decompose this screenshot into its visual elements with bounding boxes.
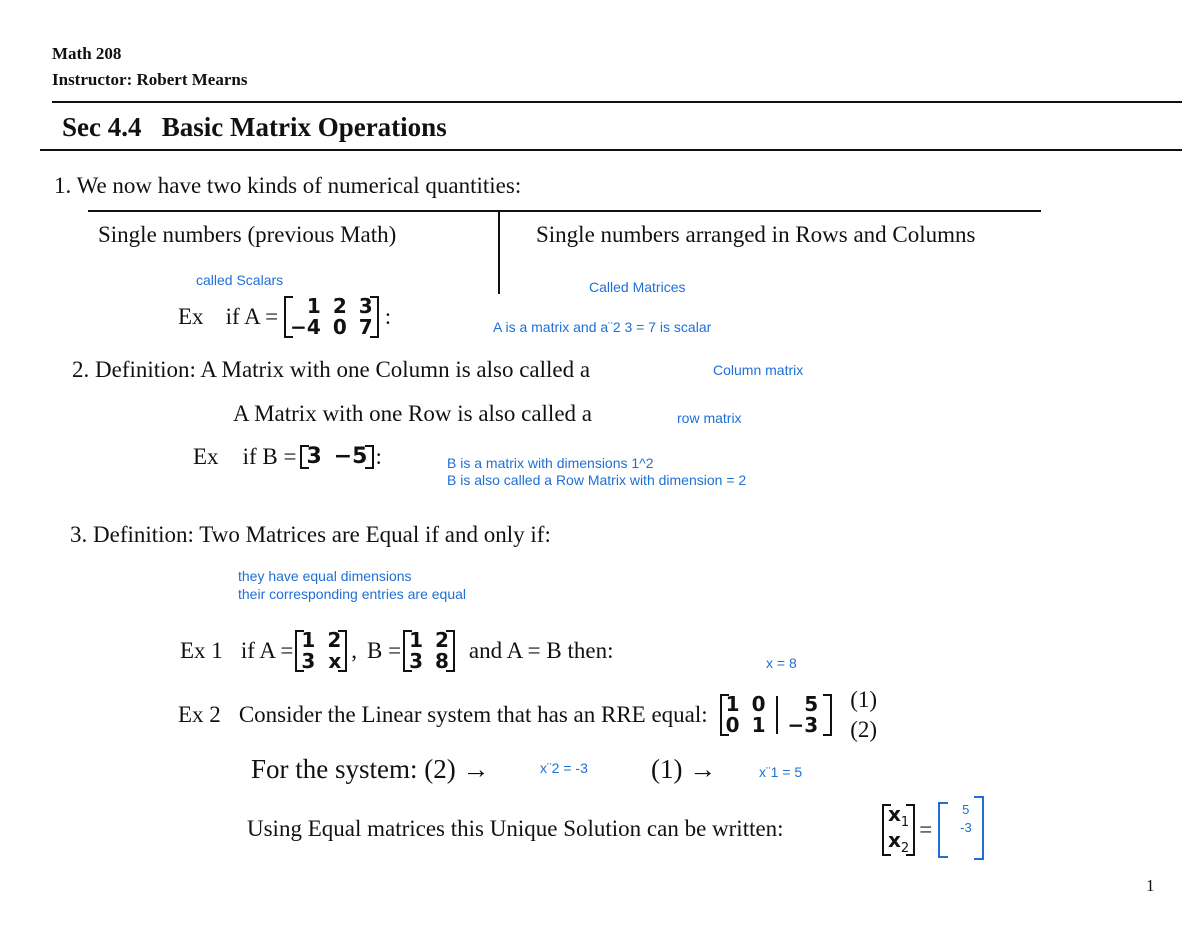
matrix-a-entry: −4 [290, 315, 321, 339]
ex1-then: and A = B then: [468, 638, 614, 663]
rre-right-entry: −3 [787, 712, 819, 737]
ex-colon: : [384, 304, 392, 329]
ex1-matrix-a [295, 630, 347, 672]
note-b-dimensions: B is a matrix with dimensions 1^2 [447, 455, 654, 471]
ex1-matrix-b [403, 630, 455, 672]
matrix-a-entry: 0 [332, 315, 347, 339]
matrices-heading: Single numbers arranged in Rows and Columns [536, 222, 976, 247]
matrix-a-entry: 3 [358, 294, 373, 318]
course-title: Math 208 [52, 44, 122, 63]
equation-labels [850, 685, 877, 745]
x-vector: $x_1$ $x_2$ [882, 804, 915, 855]
ex1-label: Ex 1 [180, 638, 223, 663]
ex1-comma: , [351, 638, 357, 663]
ex1-b: B = [367, 638, 402, 663]
definition-row-matrix: A Matrix with one Row is also called a [233, 401, 592, 426]
header-divider-top [52, 101, 1182, 103]
rre-left-entry: 1 [751, 712, 766, 737]
scalars-heading: Single numbers (previous Math) [98, 222, 397, 247]
example-1 [180, 630, 614, 672]
rre-left-entry: 1 [725, 691, 740, 716]
ex-if: if A = [225, 304, 279, 329]
instructor-name: Instructor: Robert Mearns [52, 70, 248, 89]
matrix-a-entry: 1 [306, 294, 321, 318]
matrix-b [300, 445, 373, 468]
section-title: Sec 4.4 Basic Matrix Operations [62, 112, 447, 142]
note-corresponding-entries: their corresponding entries are equal [238, 586, 467, 602]
note-equal-dimensions: they have equal dimensions [238, 568, 412, 584]
matrix-b-entry: −5 [333, 444, 368, 470]
eq-label-1: (1) [850, 687, 878, 712]
example-2 [178, 685, 877, 745]
ex1-matrix-a-entry: 3 [301, 649, 316, 673]
augment-bar [776, 696, 778, 734]
note-x2: x¨2 = -3 [540, 760, 588, 776]
solution-x2: -3 [960, 820, 972, 835]
ex2-label: Ex 2 [178, 701, 221, 727]
definition-equal-matrices: 3. Definition: Two Matrices are Equal if and only if: [70, 522, 551, 547]
ex1-matrix-b-entry: 2 [434, 628, 449, 652]
ex1-matrix-b-entry: 1 [409, 628, 423, 652]
ex1-matrix-b-entry: 3 [409, 649, 423, 673]
note-called-matrices: Called Matrices [589, 279, 686, 295]
system-step-2: For the system: (2) → [251, 754, 490, 784]
matrix-a [284, 296, 379, 338]
example-matrix-b [193, 444, 382, 470]
note-row-matrix: row matrix [677, 410, 742, 426]
matrix-a-entry: 2 [332, 294, 347, 318]
item1-text: 1. We now have two kinds of numerical quantities: [54, 173, 522, 198]
ex-label: Ex [178, 304, 204, 329]
matrix-a-entry: 7 [358, 315, 373, 339]
rre-left-entry: 0 [725, 712, 740, 737]
ex1-matrix-a-entry: 2 [327, 628, 342, 652]
ex2-text: Consider the Linear system that has an RRE equal: [238, 701, 708, 727]
definition-column-matrix: 2. Definition: A Matrix with one Column is also called a [72, 357, 591, 382]
page-number: 1 [1146, 876, 1155, 895]
header-divider-bottom [40, 149, 1182, 151]
rre-right-entry: 5 [804, 691, 819, 716]
ex-label-b: Ex [193, 444, 219, 469]
table-top-rule [88, 210, 1041, 212]
solution-vector [938, 802, 984, 858]
rre-left-entry: 0 [751, 691, 766, 716]
unique-solution-text: Using Equal matrices this Unique Solution can be written: [247, 816, 784, 841]
matrix-b-entry: 3 [306, 444, 322, 470]
system-step-1: (1) → [651, 754, 717, 784]
ex1-matrix-a-entry: x [328, 649, 342, 673]
table-divider [498, 212, 500, 294]
ex-colon-b: : [375, 444, 382, 469]
note-x1: x¨1 = 5 [759, 764, 803, 780]
equals-sign: = [919, 817, 933, 842]
solution-x1: 5 [962, 802, 970, 817]
eq-label-2: (2) [850, 716, 878, 742]
rre-matrix [720, 691, 833, 737]
note-column-matrix: Column matrix [713, 362, 804, 378]
note-b-row-matrix: B is also called a Row Matrix with dimension = 2 [447, 472, 747, 488]
note-x-equals-8: x = 8 [766, 655, 797, 671]
ex1-matrix-a-entry: 1 [301, 628, 316, 652]
note-called-scalars: called Scalars [196, 272, 284, 288]
ex1-matrix-b-entry: 8 [434, 649, 449, 673]
example-matrix-a [178, 296, 391, 338]
solution-equation [882, 802, 984, 858]
note-matrix-scalar: A is a matrix and a¨2 3 = 7 is scalar [493, 319, 712, 335]
ex-if-b: if B = [242, 444, 297, 469]
ex1-if: if A = [240, 638, 294, 663]
